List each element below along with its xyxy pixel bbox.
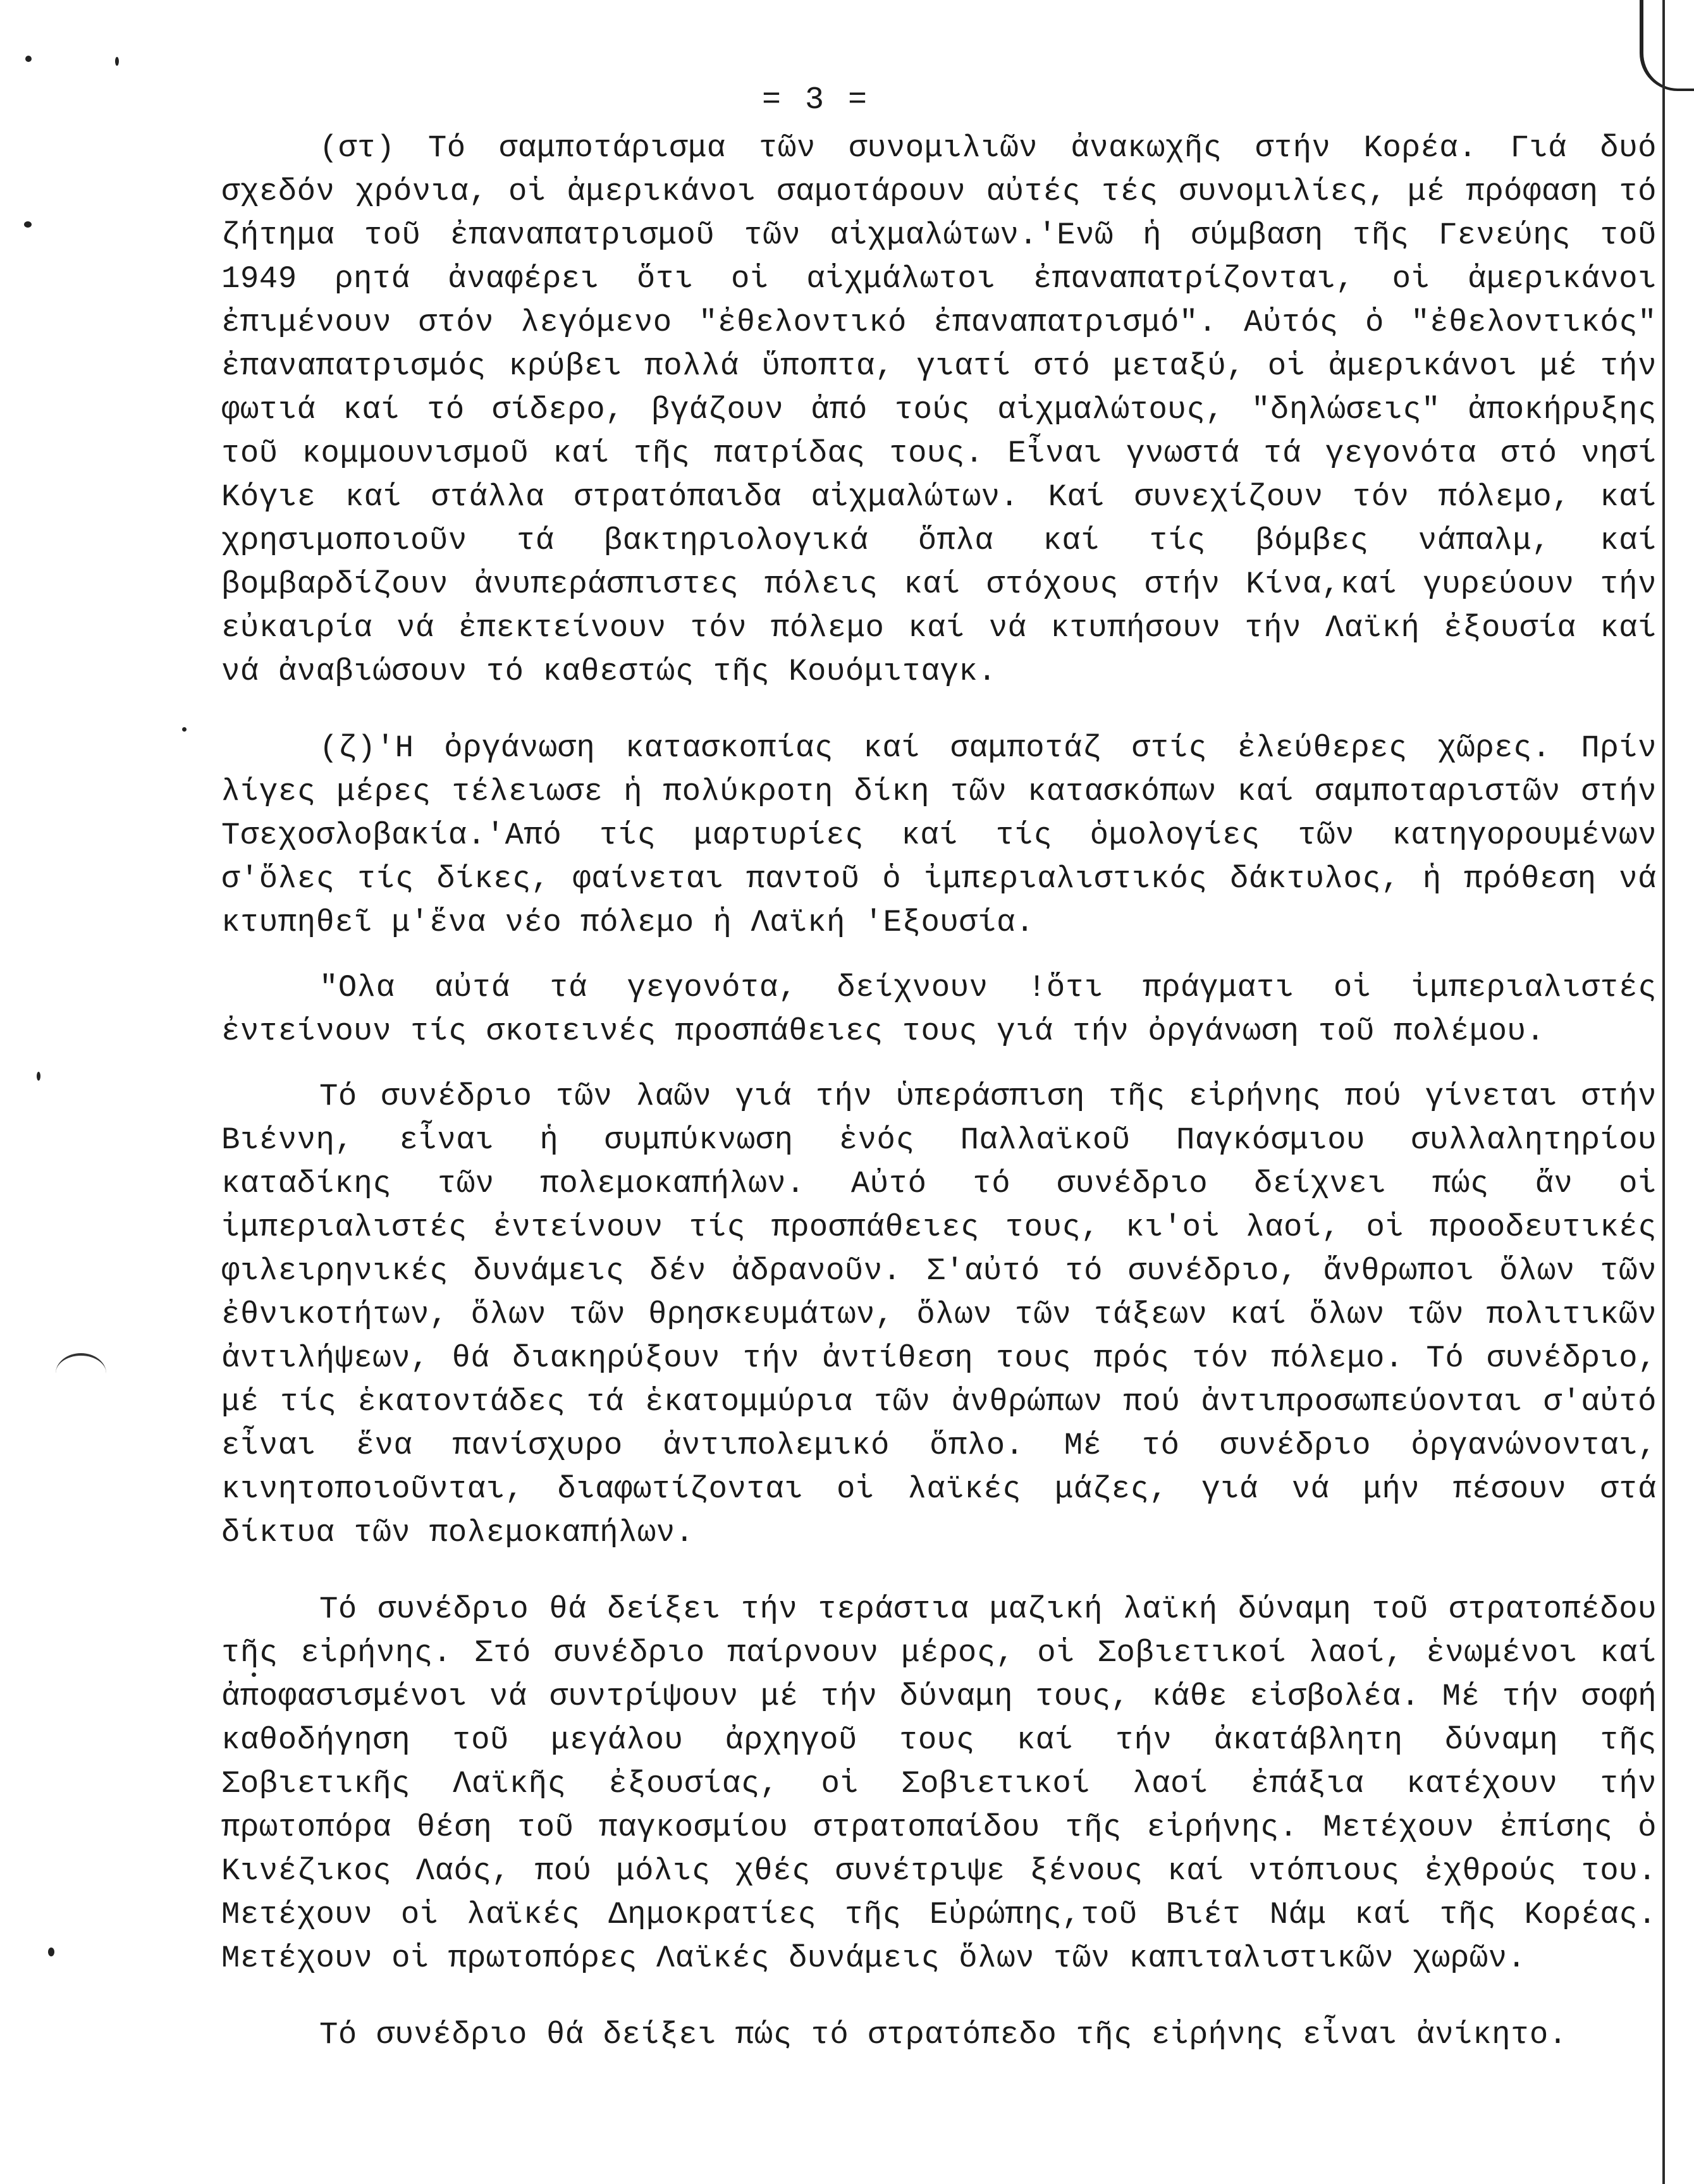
scan-speck bbox=[25, 56, 32, 62]
paragraph-war-preparation: "Ολα αὐτά τά γεγονότα, δείχνουν !ὅτι πράγματι οἱ ἰμπεριαλιστές ἐντείνουν τίς σκοτεινές προσπάθειες τους γιά τήν ὀργάνωση τοῦ πολέμου. bbox=[221, 970, 1657, 1049]
scan-speck bbox=[48, 1948, 54, 1956]
page-number: = 3 = bbox=[761, 82, 870, 118]
scan-speck bbox=[115, 57, 119, 66]
document-body bbox=[221, 126, 1657, 2057]
paragraph-invincible-peace-camp: Τό συνέδριο θά δείξει πώς τό στρατόπεδο τῆς εἰρήνης εἶναι ἀνίκητο. bbox=[319, 2017, 1568, 2052]
paragraph-vienna-congress: Τό συνέδριο τῶν λαῶν γιά τήν ὑπεράσπιση τῆς εἰρήνης πού γίνεται στήν Βιέννη, εἶναι ἡ συμπύκνωση ἑνός Παλλαϊκοῦ Παγκόσμιου συλλαλητηρίου καταδίκης τῶν πολεμοκαπήλων. Αὐτό τό συνέδριο δείχνει πώς ἄν οἱ ἰμπεριαλιστές ἐντείνουν τίς προσπάθειες τους, κι'οἱ λαοί, οἱ προοδευτικές φιλειρηνικές δυνάμεις δέν ἀδρανοῦν. Σ'αὐτό τό συνέδριο, ἄνθρωποι ὅλων τῶν ἐθνικοτήτων, ὅλων τῶν θρησκευμάτων, ὅλων τῶν τάξεων καί ὅλων τῶν πολιτικῶν ἀντιλήψεων, θά διακηρύξουν τήν ἀντίθεση τους πρός τόν πόλεμο. Τό συνέδριο, μέ τίς ἑκατοντάδες τά ἑκατομμύρια τῶν ἀνθρώπων πού ἀντιπροσωπεύονται σ'αὐτό εἶναι ἕνα πανίσχυρο ἀντιπολεμικό ὅπλο. Μέ τό συνέδριο ὀργανώνονται, κινητοποιοῦνται, διαφωτίζονται οἱ λαϊκές μάζες, γιά νά μήν πέσουν στά δίκτυα τῶν πολεμοκαπήλων. bbox=[221, 1079, 1657, 1550]
scan-edge-line bbox=[1662, 0, 1694, 2184]
paragraph-peace-camp-strength: Τό συνέδριο θά δείξει τήν τεράστια μαζική λαϊκή δύναμη τοῦ στρατοπέδου τῆς εἰρήνης. Στό συνέδριο παίρνουν μέρος, οἱ Σοβιετικοί λαοί, ἑνωμένοι καί ἀποφασισμένοι νά συντρίψουν μέ τήν δύναμη τους, κάθε εἰσβολέα. Μέ τήν σοφή καθοδήγηση τοῦ μεγάλου ἀρχηγοῦ τους καί τήν ἀκατάβλητη δύναμη τῆς Σοβιετικῆς Λαϊκῆς ἐξουσίας, οἱ Σοβιετικοί λαοί ἐπάξια κατέχουν τήν πρωτοπόρα θέση τοῦ παγκοσμίου στρατοπαίδου τῆς εἰρήνης. Μετέχουν ἐπίσης ὁ Κινέζικος Λαός, πού μόλις χθές συνέτριψε ξένους καί ντόπιους ἐχθρούς του. Μετέχουν οἱ λαϊκές Δημοκρατίες τῆς Εὐρώπης,τοῦ Βιέτ Νάμ καί τῆς Κορέας. Μετέχουν οἱ πρωτοπόρες Λαϊκές δυνάμεις ὅλων τῶν καπιταλιστικῶν χωρῶν. bbox=[221, 1592, 1657, 1976]
scan-speck bbox=[24, 221, 32, 228]
paragraph-espionage-sabotage: (ζ)'Η ὀργάνωση κατασκοπίας καί σαμποτάζ στίς ἐλεύθερες χῶρες. Πρίν λίγες μέρες τέλειωσε ἡ πολύκροτη δίκη τῶν κατασκόπων καί σαμποταριστῶν στήν Τσεχοσλοβακία.'Από τίς μαρτυρίες καί τίς ὁμολογίες τῶν κατηγορουμένων σ'ὅλες τίς δίκες, φαίνεται παντοῦ ὁ ἰμπεριαλιστικός δάκτυλος, ἡ πρόθεση νά κτυπηθεῖ μ'ἕνα νέο πόλεμο ἡ Λαϊκή 'Εξουσία. bbox=[221, 730, 1657, 940]
scan-arc-mark bbox=[56, 1353, 106, 1394]
scan-speck bbox=[37, 1072, 40, 1081]
scan-speck bbox=[182, 727, 187, 732]
paragraph-korea-armistice: (στ) Τό σαμποτάρισμα τῶν συνομιλιῶν ἀνακωχῆς στήν Κορέα. Γιά δυό σχεδόν χρόνια, οἱ ἀμερικάνοι σαμοτάρουν αὐτές τές συνομιλίες, μέ πρόφαση τό ζήτημα τοῦ ἐπαναπατρισμοῦ τῶν αἰχμαλώτων.'Ενῶ ἡ σύμβαση τῆς Γενεύης τοῦ 1949 ρητά ἀναφέρει ὅτι οἱ αἰχμάλωτοι ἐπαναπατρίζονται, οἱ ἀμερικάνοι ἐπιμένουν στόν λεγόμενο "ἐθελοντικό ἐπαναπατρισμό". Αὐτός ὁ "ἐθελοντικός" ἐπαναπατρισμός κρύβει πολλά ὕποπτα, γιατί στό μεταξύ, οἱ ἀμερικάνοι μέ τήν φωτιά καί τό σίδερο, βγάζουν ἀπό τούς αἰχμαλώτους, "δηλώσεις" ἀποκήρυξης τοῦ κομμουνισμοῦ καί τῆς πατρίδας τους. Εἶναι γνωστά τά γεγονότα στό νησί Κόγιε καί στάλλα στρατόπαιδα αἰχμαλώτων. Καί συνεχίζουν τόν πόλεμο, καί χρησιμοποιοῦν τά βακτηριολογικά ὅπλα καί τίς βόμβες νάπαλμ, καί βομβαρδίζουν ἀνυπεράσπιστες πόλεις καί στόχους στήν Κίνα,καί γυρεύουν τήν εὐκαιρία νά ἐπεκτείνουν τόν πόλεμο καί νά κτυπήσουν τήν Λαϊκή ἐξουσία καί νά ἀναβιώσουν τό καθεστώς τῆς Κουόμιταγκ. bbox=[221, 130, 1657, 689]
